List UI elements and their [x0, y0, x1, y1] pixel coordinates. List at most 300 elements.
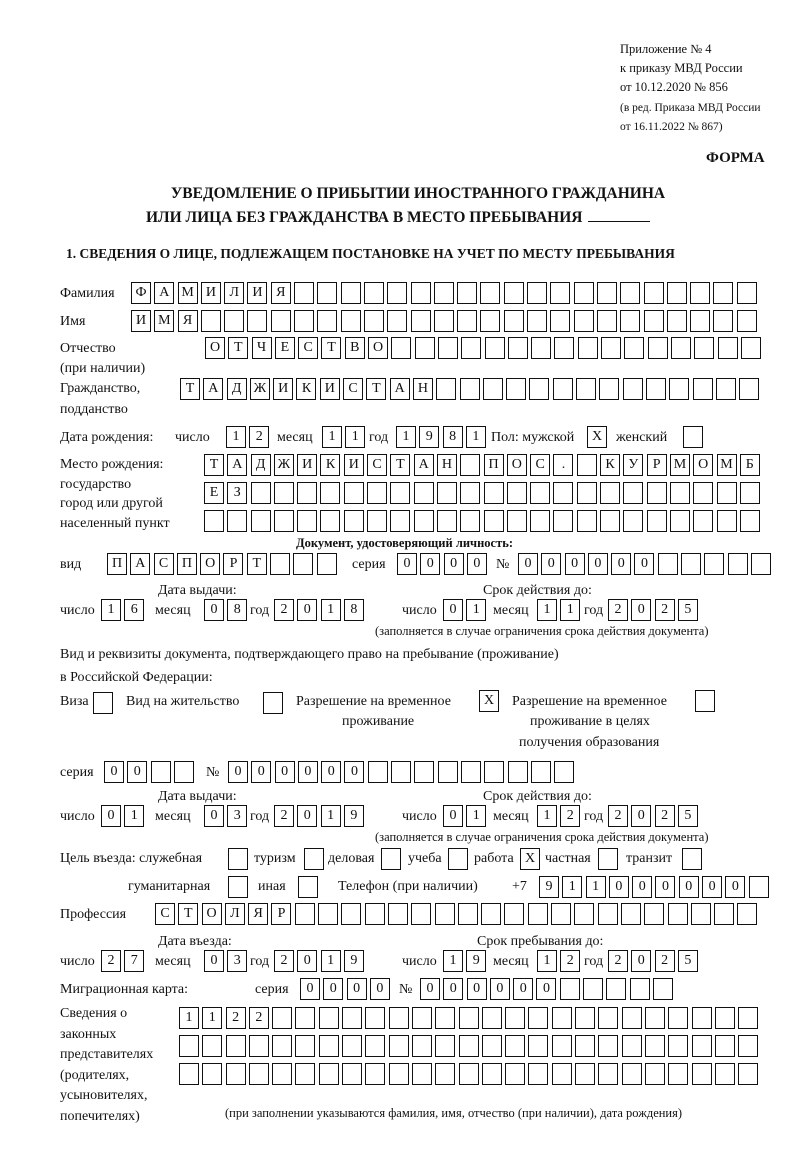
char-box[interactable] — [460, 510, 480, 532]
char-box[interactable]: 2 — [608, 950, 628, 972]
char-box[interactable] — [505, 1063, 525, 1085]
char-box[interactable]: 1 — [124, 805, 144, 827]
char-box[interactable]: 0 — [609, 876, 629, 898]
char-box[interactable] — [554, 337, 574, 359]
char-box[interactable] — [367, 482, 387, 504]
char-box[interactable] — [658, 553, 678, 575]
char-box[interactable] — [645, 1035, 665, 1057]
char-box[interactable] — [389, 1007, 409, 1029]
char-box[interactable]: Т — [178, 903, 198, 925]
char-box[interactable]: Т — [366, 378, 386, 400]
char-box[interactable]: С — [298, 337, 318, 359]
char-box[interactable] — [202, 1063, 222, 1085]
char-box[interactable] — [577, 510, 597, 532]
char-box[interactable]: 9 — [344, 950, 364, 972]
char-box[interactable] — [667, 282, 687, 304]
purpose-study-checkbox[interactable] — [448, 848, 471, 870]
char-box[interactable] — [738, 1063, 758, 1085]
char-box[interactable]: 1 — [560, 599, 580, 621]
char-box[interactable]: Н — [437, 454, 457, 476]
char-box[interactable]: Б — [740, 454, 760, 476]
stay-month-field[interactable] — [537, 950, 584, 972]
char-box[interactable]: 0 — [443, 978, 463, 1000]
char-box[interactable]: 1 — [179, 1007, 199, 1029]
char-box[interactable] — [574, 310, 594, 332]
char-box[interactable]: 0 — [204, 950, 224, 972]
char-box[interactable] — [693, 510, 713, 532]
char-box[interactable] — [297, 482, 317, 504]
char-box[interactable] — [531, 761, 551, 783]
char-box[interactable] — [508, 761, 528, 783]
char-box[interactable] — [683, 426, 703, 448]
char-box[interactable] — [204, 510, 224, 532]
char-box[interactable] — [644, 310, 664, 332]
char-box[interactable]: 0 — [420, 978, 440, 1000]
char-box[interactable]: А — [390, 378, 410, 400]
char-box[interactable] — [623, 378, 643, 400]
char-box[interactable] — [412, 1063, 432, 1085]
char-box[interactable] — [740, 510, 760, 532]
char-box[interactable]: 0 — [725, 876, 745, 898]
char-box[interactable]: Р — [223, 553, 243, 575]
char-box[interactable] — [507, 510, 527, 532]
stay-issue-day-field[interactable] — [101, 805, 148, 827]
char-box[interactable] — [415, 337, 435, 359]
char-box[interactable] — [738, 1035, 758, 1057]
char-box[interactable]: С — [530, 454, 550, 476]
char-box[interactable] — [670, 510, 690, 532]
char-box[interactable]: А — [414, 454, 434, 476]
char-box[interactable]: И — [201, 282, 221, 304]
char-box[interactable] — [670, 482, 690, 504]
char-box[interactable] — [527, 310, 547, 332]
char-box[interactable]: Т — [321, 337, 341, 359]
char-box[interactable] — [202, 1035, 222, 1057]
char-box[interactable] — [482, 1035, 502, 1057]
purpose-tourism-checkbox[interactable] — [304, 848, 327, 870]
char-box[interactable] — [728, 553, 748, 575]
char-box[interactable]: 1 — [466, 426, 486, 448]
char-box[interactable] — [480, 282, 500, 304]
char-box[interactable] — [341, 310, 361, 332]
char-box[interactable]: 0 — [679, 876, 699, 898]
char-box[interactable]: М — [670, 454, 690, 476]
char-box[interactable] — [298, 876, 318, 898]
char-box[interactable] — [364, 282, 384, 304]
char-box[interactable] — [668, 1007, 688, 1029]
char-box[interactable]: 0 — [204, 805, 224, 827]
char-box[interactable] — [681, 553, 701, 575]
char-box[interactable] — [713, 282, 733, 304]
char-box[interactable] — [648, 337, 668, 359]
mc-number-field[interactable] — [420, 978, 676, 1000]
char-box[interactable] — [622, 1063, 642, 1085]
char-box[interactable] — [647, 510, 667, 532]
char-box[interactable] — [553, 510, 573, 532]
char-box[interactable]: С — [154, 553, 174, 575]
char-box[interactable] — [597, 310, 617, 332]
char-box[interactable] — [606, 978, 626, 1000]
char-box[interactable] — [644, 282, 664, 304]
char-box[interactable]: К — [296, 378, 316, 400]
char-box[interactable]: 0 — [702, 876, 722, 898]
birth-place-field-2[interactable] — [204, 482, 763, 504]
char-box[interactable]: 9 — [344, 805, 364, 827]
char-box[interactable] — [437, 482, 457, 504]
char-box[interactable] — [438, 761, 458, 783]
char-box[interactable]: Я — [271, 282, 291, 304]
purpose-business-checkbox[interactable] — [381, 848, 404, 870]
char-box[interactable] — [598, 848, 618, 870]
char-box[interactable] — [459, 1007, 479, 1029]
id-issue-month-field[interactable] — [204, 599, 251, 621]
char-box[interactable] — [668, 903, 688, 925]
char-box[interactable]: 0 — [101, 805, 121, 827]
id-number-field[interactable] — [518, 553, 774, 575]
char-box[interactable] — [365, 1007, 385, 1029]
char-box[interactable] — [227, 510, 247, 532]
char-box[interactable] — [481, 903, 501, 925]
char-box[interactable]: 3 — [227, 805, 247, 827]
birth-place-field-1[interactable] — [204, 454, 763, 476]
char-box[interactable]: 0 — [490, 978, 510, 1000]
id-kind-field[interactable] — [107, 553, 340, 575]
char-box[interactable] — [272, 1007, 292, 1029]
char-box[interactable] — [530, 510, 550, 532]
char-box[interactable] — [574, 903, 594, 925]
char-box[interactable]: 0 — [297, 805, 317, 827]
char-box[interactable] — [600, 482, 620, 504]
reps-field-3[interactable] — [179, 1063, 761, 1085]
char-box[interactable]: 0 — [443, 805, 463, 827]
residence-checkbox[interactable] — [263, 692, 286, 714]
id-valid-year-field[interactable] — [608, 599, 701, 621]
char-box[interactable] — [272, 1035, 292, 1057]
char-box[interactable]: 5 — [678, 805, 698, 827]
char-box[interactable]: 0 — [634, 553, 654, 575]
char-box[interactable]: И — [273, 378, 293, 400]
char-box[interactable] — [272, 1063, 292, 1085]
char-box[interactable]: 0 — [228, 761, 248, 783]
char-box[interactable] — [645, 1063, 665, 1085]
char-box[interactable] — [552, 1007, 572, 1029]
char-box[interactable] — [739, 378, 759, 400]
char-box[interactable]: 1 — [586, 876, 606, 898]
char-box[interactable] — [224, 310, 244, 332]
stay-valid-day-field[interactable] — [443, 805, 490, 827]
char-box[interactable] — [247, 310, 267, 332]
char-box[interactable]: 0 — [444, 553, 464, 575]
char-box[interactable]: 0 — [204, 599, 224, 621]
char-box[interactable] — [528, 1035, 548, 1057]
char-box[interactable] — [460, 482, 480, 504]
female-checkbox[interactable] — [683, 426, 706, 448]
char-box[interactable] — [226, 1063, 246, 1085]
char-box[interactable]: 0 — [631, 950, 651, 972]
char-box[interactable] — [151, 761, 171, 783]
entry-month-field[interactable] — [204, 950, 251, 972]
char-box[interactable] — [578, 337, 598, 359]
char-box[interactable]: 0 — [611, 553, 631, 575]
char-box[interactable]: 8 — [344, 599, 364, 621]
char-box[interactable] — [751, 553, 771, 575]
char-box[interactable] — [506, 378, 526, 400]
char-box[interactable] — [228, 876, 248, 898]
char-box[interactable] — [668, 1063, 688, 1085]
stay-day-field[interactable] — [443, 950, 490, 972]
char-box[interactable]: 1 — [345, 426, 365, 448]
char-box[interactable] — [527, 282, 547, 304]
char-box[interactable] — [389, 1035, 409, 1057]
char-box[interactable] — [249, 1063, 269, 1085]
char-box[interactable] — [718, 337, 738, 359]
char-box[interactable]: . — [553, 454, 573, 476]
char-box[interactable] — [624, 337, 644, 359]
char-box[interactable]: 8 — [227, 599, 247, 621]
birth-year-field[interactable] — [396, 426, 489, 448]
name-field[interactable] — [131, 310, 760, 332]
stay-valid-year-field[interactable] — [608, 805, 701, 827]
char-box[interactable] — [717, 482, 737, 504]
char-box[interactable]: О — [693, 454, 713, 476]
char-box[interactable] — [387, 282, 407, 304]
id-series-field[interactable] — [397, 553, 490, 575]
char-box[interactable]: 9 — [539, 876, 559, 898]
char-box[interactable] — [342, 1007, 362, 1029]
char-box[interactable]: Я — [178, 310, 198, 332]
char-box[interactable] — [367, 510, 387, 532]
char-box[interactable]: И — [247, 282, 267, 304]
char-box[interactable]: А — [154, 282, 174, 304]
char-box[interactable] — [342, 1063, 362, 1085]
char-box[interactable] — [574, 282, 594, 304]
char-box[interactable]: 0 — [536, 978, 556, 1000]
purpose-humanitarian-checkbox[interactable] — [228, 876, 251, 898]
char-box[interactable] — [448, 848, 468, 870]
char-box[interactable]: Д — [251, 454, 271, 476]
char-box[interactable] — [597, 282, 617, 304]
char-box[interactable] — [319, 1007, 339, 1029]
char-box[interactable] — [598, 1035, 618, 1057]
char-box[interactable] — [434, 282, 454, 304]
char-box[interactable] — [344, 482, 364, 504]
stay-issue-month-field[interactable] — [204, 805, 251, 827]
char-box[interactable] — [695, 690, 715, 712]
stay-year-field[interactable] — [608, 950, 701, 972]
char-box[interactable]: П — [107, 553, 127, 575]
char-box[interactable] — [251, 510, 271, 532]
char-box[interactable] — [645, 1007, 665, 1029]
char-box[interactable]: Ж — [274, 454, 294, 476]
char-box[interactable]: 0 — [298, 761, 318, 783]
char-box[interactable] — [630, 978, 650, 1000]
male-checkbox[interactable] — [587, 426, 610, 448]
char-box[interactable] — [682, 848, 702, 870]
char-box[interactable]: 1 — [321, 599, 341, 621]
char-box[interactable] — [484, 510, 504, 532]
id-valid-month-field[interactable] — [537, 599, 584, 621]
char-box[interactable] — [623, 482, 643, 504]
char-box[interactable]: А — [227, 454, 247, 476]
char-box[interactable]: Ф — [131, 282, 151, 304]
char-box[interactable]: 0 — [513, 978, 533, 1000]
char-box[interactable] — [740, 482, 760, 504]
char-box[interactable] — [459, 1035, 479, 1057]
mc-series-field[interactable] — [300, 978, 393, 1000]
char-box[interactable]: О — [200, 553, 220, 575]
char-box[interactable] — [295, 903, 315, 925]
char-box[interactable] — [622, 1035, 642, 1057]
char-box[interactable]: 1 — [466, 805, 486, 827]
id-valid-day-field[interactable] — [443, 599, 490, 621]
char-box[interactable] — [738, 1007, 758, 1029]
char-box[interactable] — [274, 482, 294, 504]
char-box[interactable]: 1 — [321, 950, 341, 972]
stay-issue-year-field[interactable] — [274, 805, 367, 827]
char-box[interactable]: М — [717, 454, 737, 476]
char-box[interactable]: 7 — [124, 950, 144, 972]
char-box[interactable]: Ж — [250, 378, 270, 400]
char-box[interactable] — [551, 903, 571, 925]
char-box[interactable] — [623, 510, 643, 532]
char-box[interactable] — [575, 1035, 595, 1057]
char-box[interactable]: К — [600, 454, 620, 476]
char-box[interactable] — [598, 903, 618, 925]
char-box[interactable]: И — [344, 454, 364, 476]
char-box[interactable] — [294, 310, 314, 332]
char-box[interactable]: 2 — [608, 805, 628, 827]
char-box[interactable] — [435, 1035, 455, 1057]
char-box[interactable] — [716, 378, 736, 400]
char-box[interactable] — [717, 510, 737, 532]
char-box[interactable] — [621, 903, 641, 925]
purpose-service-checkbox[interactable] — [228, 848, 251, 870]
char-box[interactable] — [715, 1035, 735, 1057]
char-box[interactable] — [368, 761, 388, 783]
char-box[interactable]: 0 — [300, 978, 320, 1000]
char-box[interactable] — [319, 1035, 339, 1057]
char-box[interactable] — [174, 761, 194, 783]
char-box[interactable] — [438, 337, 458, 359]
char-box[interactable] — [704, 553, 724, 575]
char-box[interactable]: 0 — [323, 978, 343, 1000]
char-box[interactable]: 2 — [274, 599, 294, 621]
char-box[interactable] — [552, 1035, 572, 1057]
char-box[interactable] — [482, 1063, 502, 1085]
char-box[interactable] — [437, 510, 457, 532]
char-box[interactable]: X — [587, 426, 607, 448]
char-box[interactable] — [692, 1035, 712, 1057]
profession-field[interactable] — [155, 903, 761, 925]
char-box[interactable]: 0 — [631, 805, 651, 827]
char-box[interactable] — [436, 378, 456, 400]
reps-field-2[interactable] — [179, 1035, 761, 1057]
char-box[interactable] — [737, 282, 757, 304]
purpose-other-checkbox[interactable] — [298, 876, 321, 898]
char-box[interactable] — [342, 1035, 362, 1057]
char-box[interactable] — [295, 1007, 315, 1029]
char-box[interactable] — [391, 761, 411, 783]
char-box[interactable] — [482, 1007, 502, 1029]
char-box[interactable]: 1 — [322, 426, 342, 448]
char-box[interactable] — [318, 903, 338, 925]
char-box[interactable]: Д — [227, 378, 247, 400]
char-box[interactable]: М — [154, 310, 174, 332]
char-box[interactable] — [554, 761, 574, 783]
char-box[interactable] — [692, 1063, 712, 1085]
char-box[interactable] — [577, 454, 597, 476]
char-box[interactable]: 0 — [632, 876, 652, 898]
char-box[interactable] — [575, 1063, 595, 1085]
char-box[interactable]: 1 — [396, 426, 416, 448]
char-box[interactable]: 2 — [101, 950, 121, 972]
char-box[interactable] — [387, 310, 407, 332]
char-box[interactable]: С — [155, 903, 175, 925]
char-box[interactable]: Л — [225, 903, 245, 925]
char-box[interactable]: 2 — [655, 599, 675, 621]
char-box[interactable] — [411, 282, 431, 304]
char-box[interactable]: 9 — [419, 426, 439, 448]
char-box[interactable] — [391, 337, 411, 359]
char-box[interactable] — [668, 1035, 688, 1057]
char-box[interactable]: И — [297, 454, 317, 476]
char-box[interactable] — [364, 310, 384, 332]
char-box[interactable] — [646, 378, 666, 400]
char-box[interactable] — [458, 903, 478, 925]
char-box[interactable] — [644, 903, 664, 925]
char-box[interactable] — [319, 1063, 339, 1085]
char-box[interactable] — [505, 1007, 525, 1029]
char-box[interactable] — [504, 282, 524, 304]
char-box[interactable]: 0 — [370, 978, 390, 1000]
entry-year-field[interactable] — [274, 950, 367, 972]
char-box[interactable] — [295, 1035, 315, 1057]
char-box[interactable] — [271, 310, 291, 332]
char-box[interactable] — [504, 903, 524, 925]
char-box[interactable]: X — [479, 690, 499, 712]
char-box[interactable] — [434, 310, 454, 332]
char-box[interactable]: X — [520, 848, 540, 870]
birth-day-field[interactable] — [226, 426, 273, 448]
char-box[interactable]: А — [203, 378, 223, 400]
char-box[interactable] — [320, 510, 340, 532]
char-box[interactable]: 2 — [274, 805, 294, 827]
char-box[interactable] — [461, 337, 481, 359]
char-box[interactable] — [505, 1035, 525, 1057]
char-box[interactable]: 1 — [537, 950, 557, 972]
char-box[interactable] — [294, 282, 314, 304]
char-box[interactable] — [457, 310, 477, 332]
char-box[interactable] — [485, 337, 505, 359]
char-box[interactable] — [461, 761, 481, 783]
patronymic-field[interactable] — [205, 337, 764, 359]
char-box[interactable] — [552, 1063, 572, 1085]
char-box[interactable] — [504, 310, 524, 332]
char-box[interactable] — [550, 310, 570, 332]
char-box[interactable]: Е — [275, 337, 295, 359]
char-box[interactable] — [620, 282, 640, 304]
char-box[interactable]: 5 — [678, 950, 698, 972]
char-box[interactable]: А — [130, 553, 150, 575]
char-box[interactable]: 2 — [560, 805, 580, 827]
char-box[interactable]: 0 — [631, 599, 651, 621]
char-box[interactable] — [653, 978, 673, 1000]
char-box[interactable] — [694, 337, 714, 359]
char-box[interactable] — [550, 282, 570, 304]
char-box[interactable]: У — [623, 454, 643, 476]
char-box[interactable]: 0 — [297, 950, 317, 972]
char-box[interactable] — [365, 1063, 385, 1085]
